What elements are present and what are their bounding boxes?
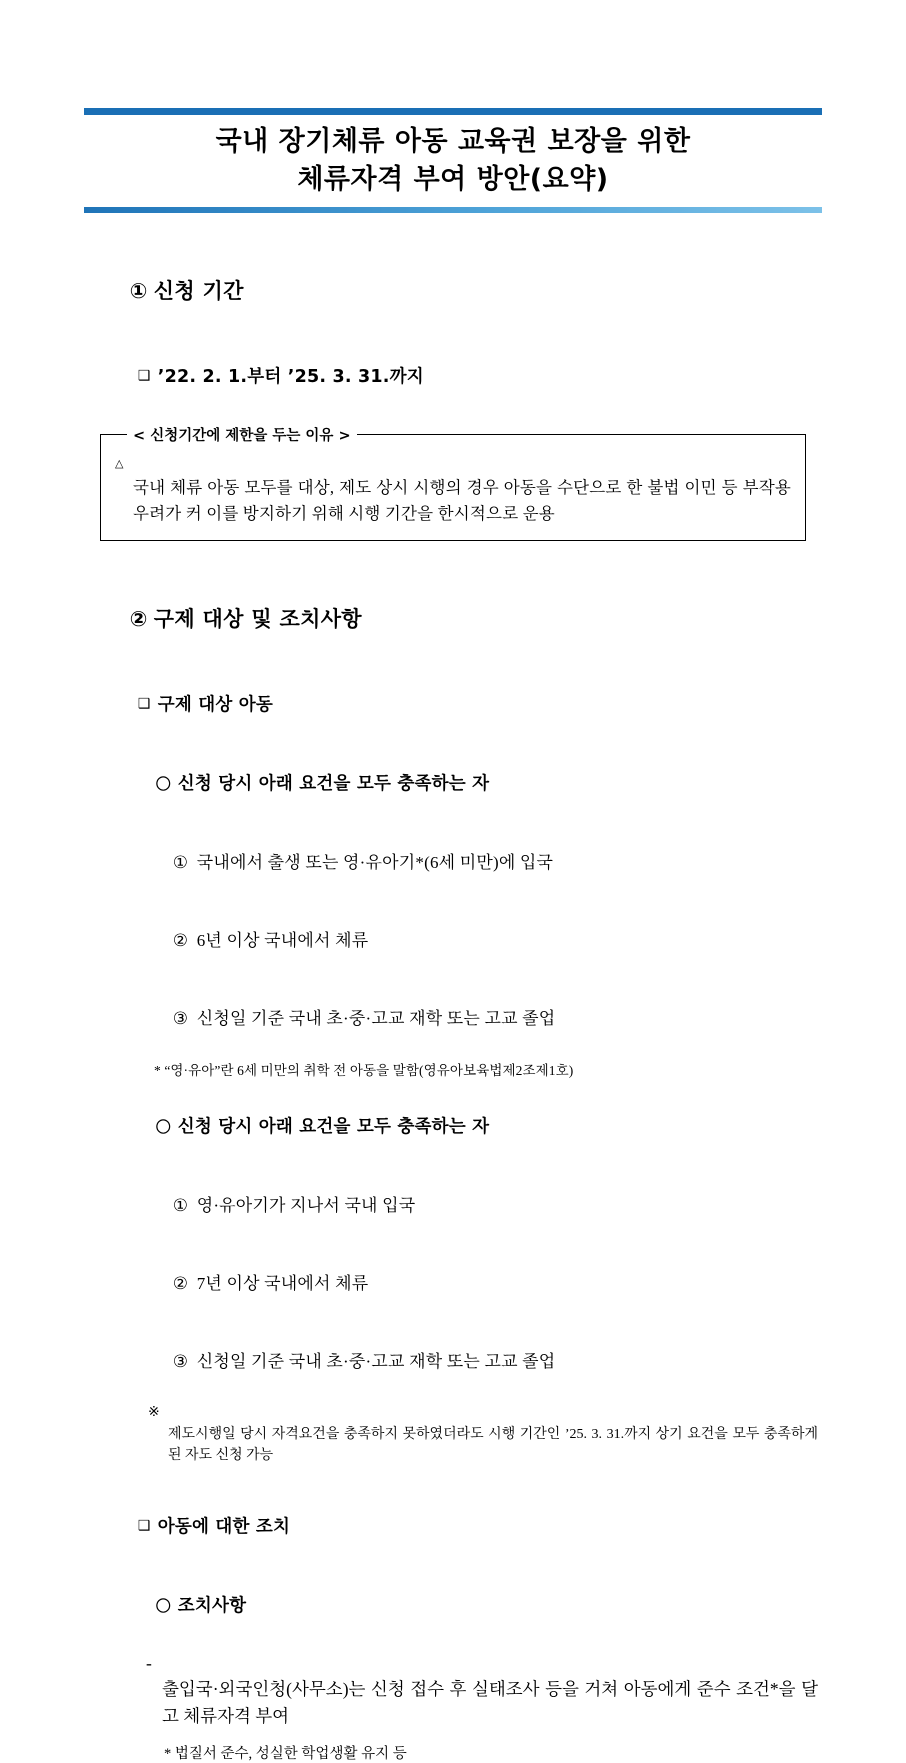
list-item-text: 신청일 기준 국내 초·중·고교 재학 또는 고교 졸업 [196, 1008, 556, 1028]
list-item-text: 아동에 대한 조치 [157, 1516, 291, 1537]
circle-bullet-icon: 〇 [155, 1596, 171, 1615]
list-item-text: 신청 당시 아래 요건을 모두 충족하는 자 [177, 773, 490, 794]
title-line-1: 국내 장기체류 아동 교육권 보장을 위한 [215, 126, 691, 157]
title-rule-top [84, 108, 822, 115]
list-item [118, 1093, 822, 1158]
numbered-bullet-icon: ① [172, 1195, 189, 1215]
numbered-bullet-icon: ② [172, 930, 189, 950]
list-item-text: 7년 이상 국내에서 체류 [196, 1273, 369, 1293]
list-item-text: 6년 이상 국내에서 체류 [196, 930, 369, 950]
list-item-text: 신청일 기준 국내 초·중·고교 재학 또는 고교 졸업 [196, 1351, 556, 1371]
footnote-note-text: 제도시행일 당시 자격요건을 충족하지 못하였더라도 시행 기간인 ’25. 3. 31.까지 상기 요건을 모두 충족하게 된 자도 신청 가능 [168, 1426, 818, 1464]
document-page [0, 108, 906, 1763]
list-item-text: 출입국·외국인청(사무소)는 신청 접수 후 실태조사 등을 거쳐 아동에게 준수 조건*을 달고 체류자격 부여 [162, 1679, 818, 1727]
list-item [118, 1572, 822, 1637]
page-title [84, 115, 822, 207]
section-1-title: 신청 기간 [153, 278, 244, 303]
list-item [146, 1650, 822, 1730]
section-1-heading [84, 251, 822, 329]
section-2-title: 구제 대상 및 조치사항 [153, 606, 362, 631]
callout-body [115, 451, 791, 528]
square-bullet-icon: ❑ [137, 1517, 151, 1534]
section-1-bullet-text: ’22. 2. 1.부터 ’25. 3. 31.까지 [157, 366, 424, 387]
callout-legend: < 신청기간에 제한을 두는 이유 > [127, 424, 357, 445]
list-item [118, 750, 822, 815]
list-item-text: 신청 당시 아래 요건을 모두 충족하는 자 [177, 1116, 490, 1137]
footnote-note [148, 1402, 822, 1467]
footnote: * “영·유아”란 6세 미만의 취학 전 아동을 말함(영유아보육법제2조제1호) [154, 1062, 574, 1078]
numbered-bullet-icon: ③ [172, 1008, 189, 1028]
numbered-bullet-icon: ② [172, 1273, 189, 1293]
callout-box [100, 427, 806, 541]
section-1-number: ① [129, 278, 148, 303]
square-bullet-icon: ❑ [137, 367, 151, 384]
list-item-text: 영·유아기가 지나서 국내 입국 [196, 1195, 416, 1215]
dash-bullet-icon: - [146, 1652, 152, 1673]
list-item [100, 1493, 822, 1558]
section-2 [84, 579, 822, 1763]
title-rule-bottom [84, 207, 822, 213]
numbered-bullet-icon: ③ [172, 1351, 189, 1371]
list-item [146, 1327, 822, 1392]
numbered-bullet-icon: ① [172, 852, 189, 872]
list-item [100, 671, 822, 736]
list-item [146, 1171, 822, 1236]
triangle-bullet-icon: △ [115, 457, 124, 470]
list-item [146, 1249, 822, 1314]
circle-bullet-icon: 〇 [155, 1117, 171, 1136]
circle-bullet-icon: 〇 [155, 774, 171, 793]
title-line-2: 체류자격 부여 방안(요약) [297, 164, 609, 196]
list-item-text: 구제 대상 아동 [157, 694, 273, 715]
section-1-bullet [100, 343, 822, 408]
callout-body-text: 국내 체류 아동 모두를 대상, 제도 상시 시행의 경우 아동을 수단으로 한 불법 이민 등 부작용 우려가 커 이를 방지하기 위해 시행 기간을 한시적으로 운용 [133, 478, 791, 524]
list-item-text: 조치사항 [177, 1595, 247, 1616]
section-1 [84, 251, 822, 541]
reference-mark-icon: ※ [148, 1404, 160, 1420]
list-item [146, 984, 822, 1049]
list-item [146, 828, 822, 893]
document-title-block [84, 108, 822, 213]
section-2-number: ② [129, 606, 148, 631]
list-item [146, 906, 822, 971]
square-bullet-icon: ❑ [137, 695, 151, 712]
section-2-heading [84, 579, 822, 657]
footnote: * 법질서 준수, 성실한 학업생활 유지 등 [164, 1746, 407, 1763]
list-item-text: 국내에서 출생 또는 영·유아기*(6세 미만)에 입국 [196, 852, 554, 872]
